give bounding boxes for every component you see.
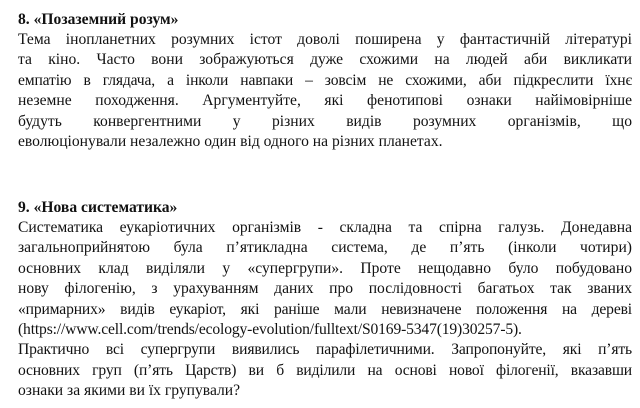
task-9-body (18, 218, 632, 402)
task-9-line: Практично всі супергрупи виявились парафілетичними. Запропонуйте, які п’ять (18, 341, 632, 359)
task-9-line: основних груп (п’ять Царств) ви б виділили на основі нової філогенії, вказавши (18, 361, 632, 379)
task-8-line: неземне походження. Аргументуйте, які фенотипові ознаки найімовірніше (18, 92, 632, 110)
task-8-heading: 8. «Позаземний розум» (18, 11, 179, 28)
task-8-line: та кіно. Часто вони зображуються дуже схожими на людей аби викликати (18, 51, 632, 69)
task-9-line: нову філогенію, з урахуванням даних про послідовності багатьох так званих (18, 280, 632, 298)
task-8 (18, 10, 632, 152)
task-9-heading: 9. «Нова систематика» (18, 199, 178, 216)
task-8-line: еволюціонували незалежно один від одного на різних планетах. (18, 133, 443, 151)
task-9-line: ознаки за якими ви їх групували? (18, 382, 241, 400)
task-8-line: будуть конвергентними у різних видів розумних організмів, що (18, 112, 632, 130)
task-8-line: Тема інопланетних розумних істот доволі поширена у фантастичній літературі (18, 31, 632, 48)
task-9-line: «примарних» видів еукаріот, які раніше мали невизначене положення на дереві (18, 300, 632, 318)
document-page (18, 10, 632, 400)
task-9-line: Систематика еукаріотичних організмів - складна та спірна галузь. Донедавна (18, 219, 632, 236)
task-9 (18, 198, 632, 402)
task-9-line: основних клад виділяли у «супергрупи». Проте нещодавно було побудовано (18, 259, 632, 277)
task-8-body (18, 30, 632, 152)
task-9-line: загальноприйнятою була п’ятикладна система, де п’ять (інколи чотири) (18, 239, 632, 257)
task-9-line: (https://www.cell.com/trends/ecology-evolution/fulltext/S0169-5347(19)30257-5). (18, 321, 522, 339)
task-8-line: емпатію в глядача, а інколи навпаки – зовсім не схожими, аби підкреслити їхнє (18, 71, 632, 89)
